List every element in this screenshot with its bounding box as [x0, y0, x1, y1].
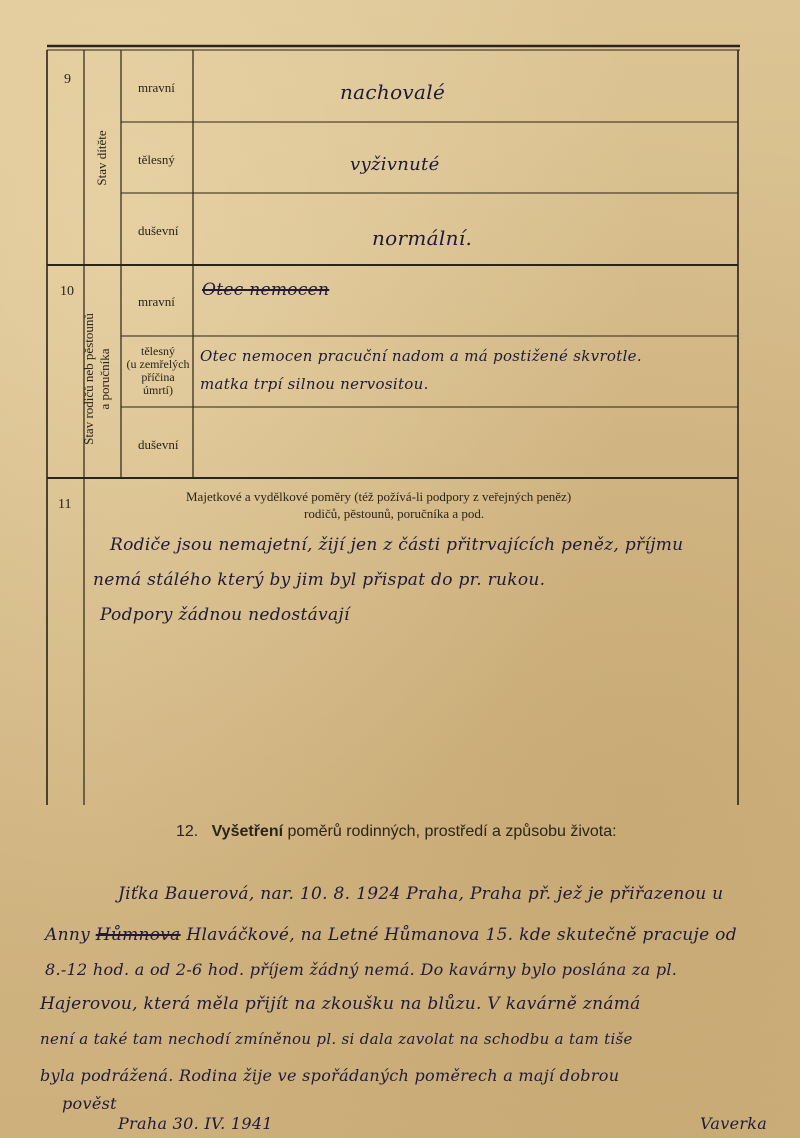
label-telesny-10: [122, 345, 194, 397]
section12-hand-line1: Jiťka Bauerová, nar. 10. 8. 1924 Praha, Praha př. jež je přiřazenou u: [118, 884, 724, 904]
section12-hand-line4: Hajerovou, která měla přijít na zkoušku na blůzu. V kavárně známá: [40, 994, 641, 1014]
label-telesny-10-line3: příčina: [141, 370, 175, 384]
group-label-stav-ditete: Stav dítěte: [94, 130, 109, 186]
label-telesny-10-line2: (u zemřelých: [126, 357, 190, 371]
label-telesny-9: tělesný: [138, 152, 175, 167]
row11-heading-line2: rodičů, pěstounů, poručníka a pod.: [304, 506, 485, 521]
section12-hand-line3: 8.-12 hod. a od 2-6 hod. příjem žádný nemá. Do kavárny bylo poslána za pl.: [45, 960, 678, 979]
section12-hand-line5: není a také tam nechodí zmíněnou pl. si dala zavolat na schodbu a tam tiše: [40, 1030, 633, 1048]
section12-hand-line2-struck: Hůmnova: [95, 925, 181, 945]
row11-hand-line3: Podpory žádnou nedostávají: [100, 605, 350, 625]
row11-hand-line2: nemá stálého který by jim byl přispat do pr. rukou.: [93, 570, 546, 590]
value-mravni-9: nachovalé: [340, 80, 446, 104]
label-telesny-10-line4: úmrtí): [143, 383, 173, 397]
section12-number: 12.: [176, 823, 199, 840]
section12-heading: [176, 823, 617, 841]
label-mravni-10: mravní: [138, 294, 175, 309]
section12-title-bold: Vyšetření: [211, 823, 284, 840]
value-telesny-10-line1: Otec nemocen pracuční nadom a má postižené skvrotle.: [200, 347, 642, 365]
label-dusevni-10: duševní: [138, 437, 179, 452]
value-mravni-10-struck: Otec nemocen: [202, 280, 330, 300]
label-mravni-9: mravní: [138, 80, 175, 95]
label-dusevni-9: duševní: [138, 223, 179, 238]
group-label-stav-rodicu: [81, 279, 113, 479]
section12-hand-line6: byla podrážená. Rodina žije ve spořádaných poměrech a mají dobrou: [40, 1066, 620, 1085]
row-number-10: 10: [60, 284, 74, 299]
group-label-stav-rodicu-line1: Stav rodičů neb pěstounů: [81, 313, 96, 445]
value-telesny-9: vyživnuté: [350, 154, 440, 175]
section12-hand-line2b: Hlaváčkové, na Letné Hůmanova 15. kde skutečně pracuje od: [186, 925, 737, 945]
row11-hand-line1: Rodiče jsou nemajetní, žijí jen z části přitrvajících peněz, příjmu: [110, 535, 684, 555]
signature-name: Vaverka: [700, 1114, 768, 1133]
section12-hand-line2a: Anny: [45, 925, 90, 945]
section12-title-rest: poměrů rodinných, prostředí a způsobu života:: [287, 823, 617, 840]
value-dusevni-9: normální.: [372, 226, 473, 250]
signature-date: Praha 30. IV. 1941: [118, 1114, 273, 1133]
row-number-9: 9: [64, 72, 71, 87]
section12-hand-line7: pověst: [62, 1094, 117, 1113]
row-number-11: 11: [58, 497, 72, 512]
label-telesny-10-line1: tělesný: [141, 344, 175, 358]
group-label-stav-rodicu-line2: a poručníka: [97, 348, 112, 410]
value-telesny-10-line2: matka trpí silnou nervositou.: [200, 375, 429, 393]
section12-hand-line2: [45, 925, 737, 945]
row11-heading-line1: Majetkové a vydělkové poměry (též požívá-li podpory z veřejných peněz): [186, 489, 572, 504]
